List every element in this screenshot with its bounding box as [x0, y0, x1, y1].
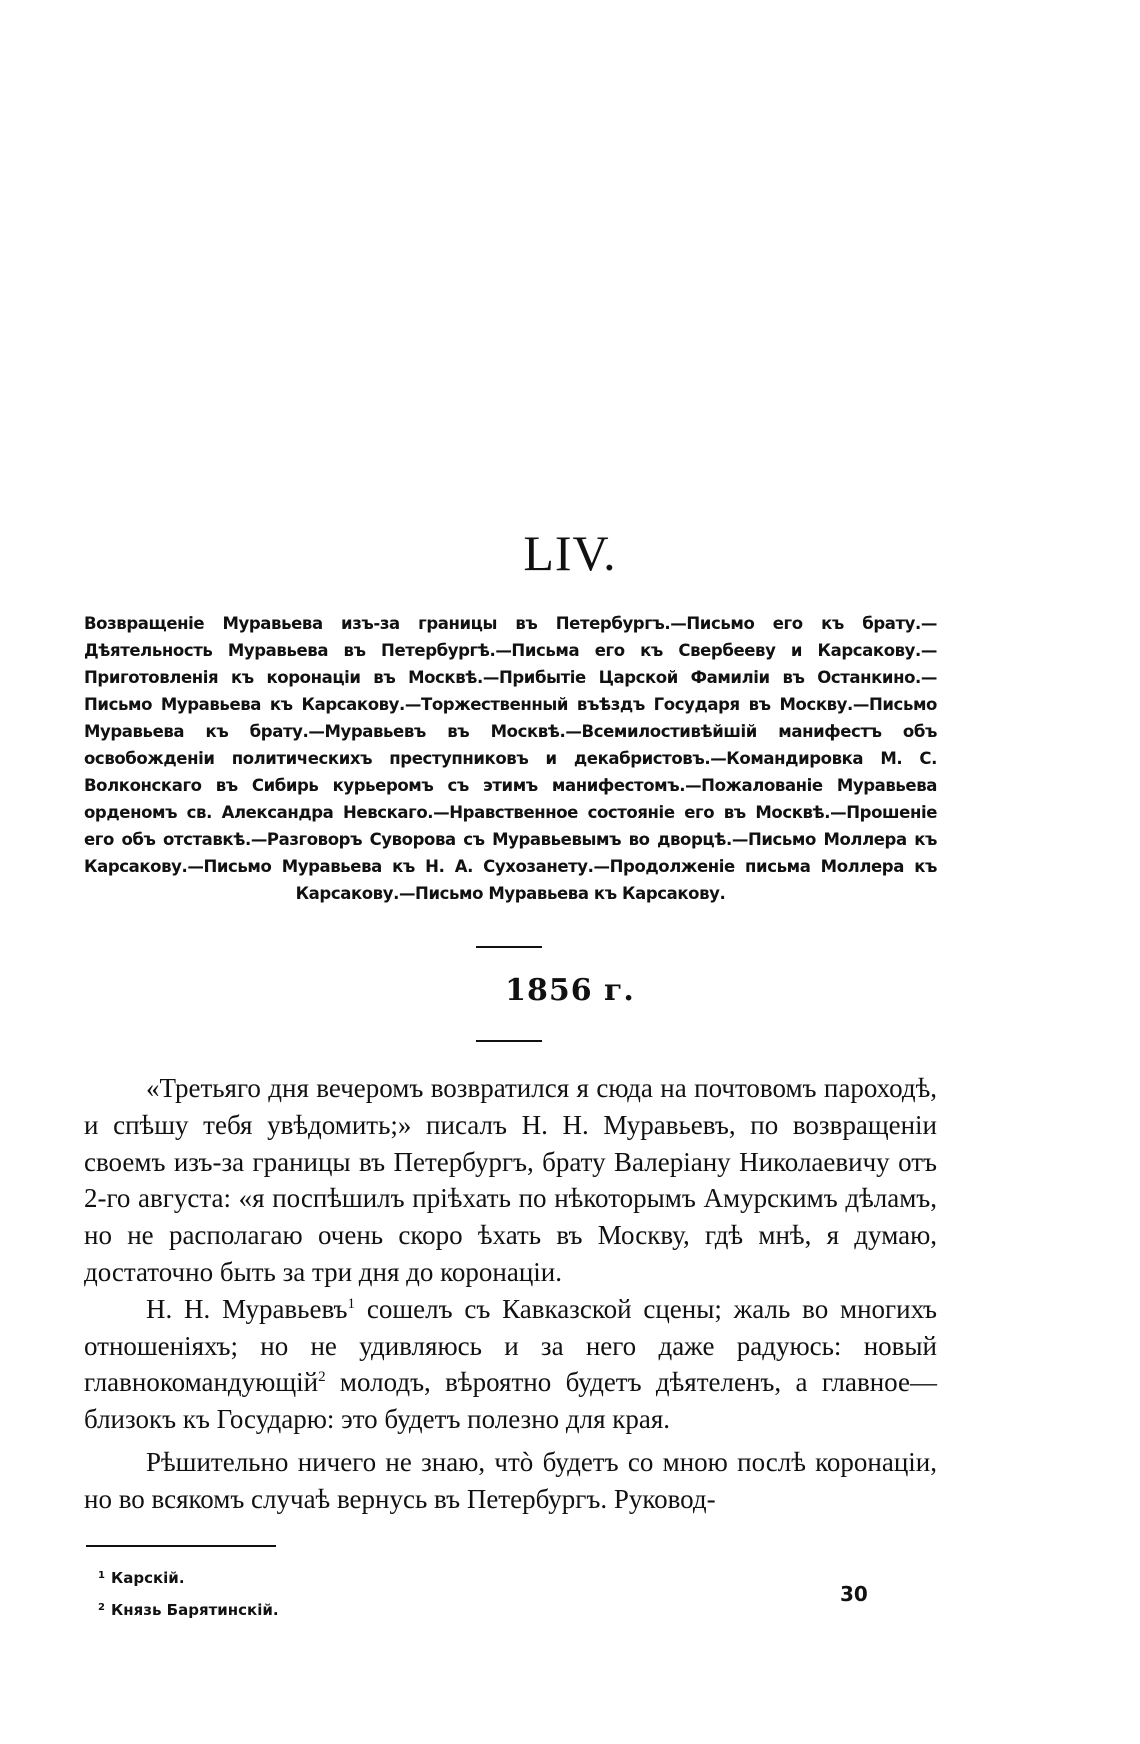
paragraph-2: [84, 1291, 937, 1438]
paragraph-2-middle: сошелъ съ Кавказской сцены; жаль во многихъ отношеніяхъ; но не удивляюсь и за него даже радуюсь: новый главнокомандующій: [84, 1293, 937, 1398]
footnote-ref-2: 2: [318, 1369, 326, 1386]
divider-bottom: [476, 1040, 542, 1042]
footnote-1-mark: 1: [98, 1570, 105, 1581]
paragraph-1: «Третьяго дня вечеромъ возвратился я сюда на почтовомъ пароходѣ, и спѣшу тебя увѣдомить;» писалъ Н. Н. Муравьевъ, по возвращеніи своемъ изъ-за границы въ Петербургъ, брату Валеріану Николаевичу отъ 2-го августа: «я поспѣшилъ пріѣхать по нѣкоторымъ Амурскимъ дѣламъ, но не располагаю очень скоро ѣхать въ Москву, гдѣ мнѣ, я думаю, достаточно быть за три дня до коронаціи.: [84, 1073, 937, 1287]
main-text: [84, 1070, 937, 1518]
paragraph-2-end: молодъ, вѣроятно будетъ дѣятеленъ, а главное—близокъ къ Государю: это будетъ полезно для края.: [84, 1367, 937, 1435]
footnote-2-mark: 2: [98, 1602, 105, 1613]
footnote-2-text: Князь Барятинскій.: [110, 1601, 279, 1619]
footnote-ref-1: 1: [347, 1295, 356, 1312]
footnote-2: [98, 1593, 598, 1625]
footnotes: [98, 1561, 598, 1625]
footnote-divider: [86, 1545, 276, 1547]
paragraph-3: Рѣшительно ничего не знаю, чтò будетъ со мною послѣ коронаціи, но во всякомъ случаѣ вернусь въ Петербургъ. Руковод-: [84, 1446, 937, 1514]
year-heading: 1856 г.: [505, 973, 635, 1008]
paragraph-2-start: Н. Н. Муравьевъ: [146, 1293, 348, 1324]
footnote-1-text: Карскій.: [110, 1569, 185, 1587]
footnote-1: [98, 1561, 598, 1593]
divider-top: [476, 946, 542, 948]
page-number: 30: [840, 1582, 868, 1606]
chapter-number: LIV.: [523, 525, 617, 581]
chapter-summary: Возвращеніе Муравьева изъ-за границы въ Петербургъ.—Письмо его къ брату.—Дѣятельность Муравьева въ Петербургѣ.—Письма его къ Свербееву и Карсакову.—Приготовленія къ коронаціи въ Москвѣ.—Прибытіе Царской Фамиліи въ Останкино.—Письмо Муравьева къ Карсакову.—Торжественный въѣздъ Государя въ Москву.—Письмо Муравьева къ брату.—Муравьевъ въ Москвѣ.—Всемилостивѣйшій манифестъ объ освобожденіи политическихъ преступниковъ и декабристовъ.—Командировка М. С. Волконскаго въ Сибирь курьеромъ съ этимъ манифестомъ.—Пожалованіе Муравьева орденомъ св. Александра Невскаго.—Нравственное состояніе его въ Москвѣ.—Прошеніе его объ отставкѣ.—Разговоръ Суворова съ Муравьевымъ во дворцѣ.—Письмо Моллера къ Карсакову.—Письмо Муравьева къ Н. А. Сухозанету.—Продолженіе письма Моллера къ Карсакову.—Письмо Муравьева къ Карсакову.: [84, 614, 937, 903]
